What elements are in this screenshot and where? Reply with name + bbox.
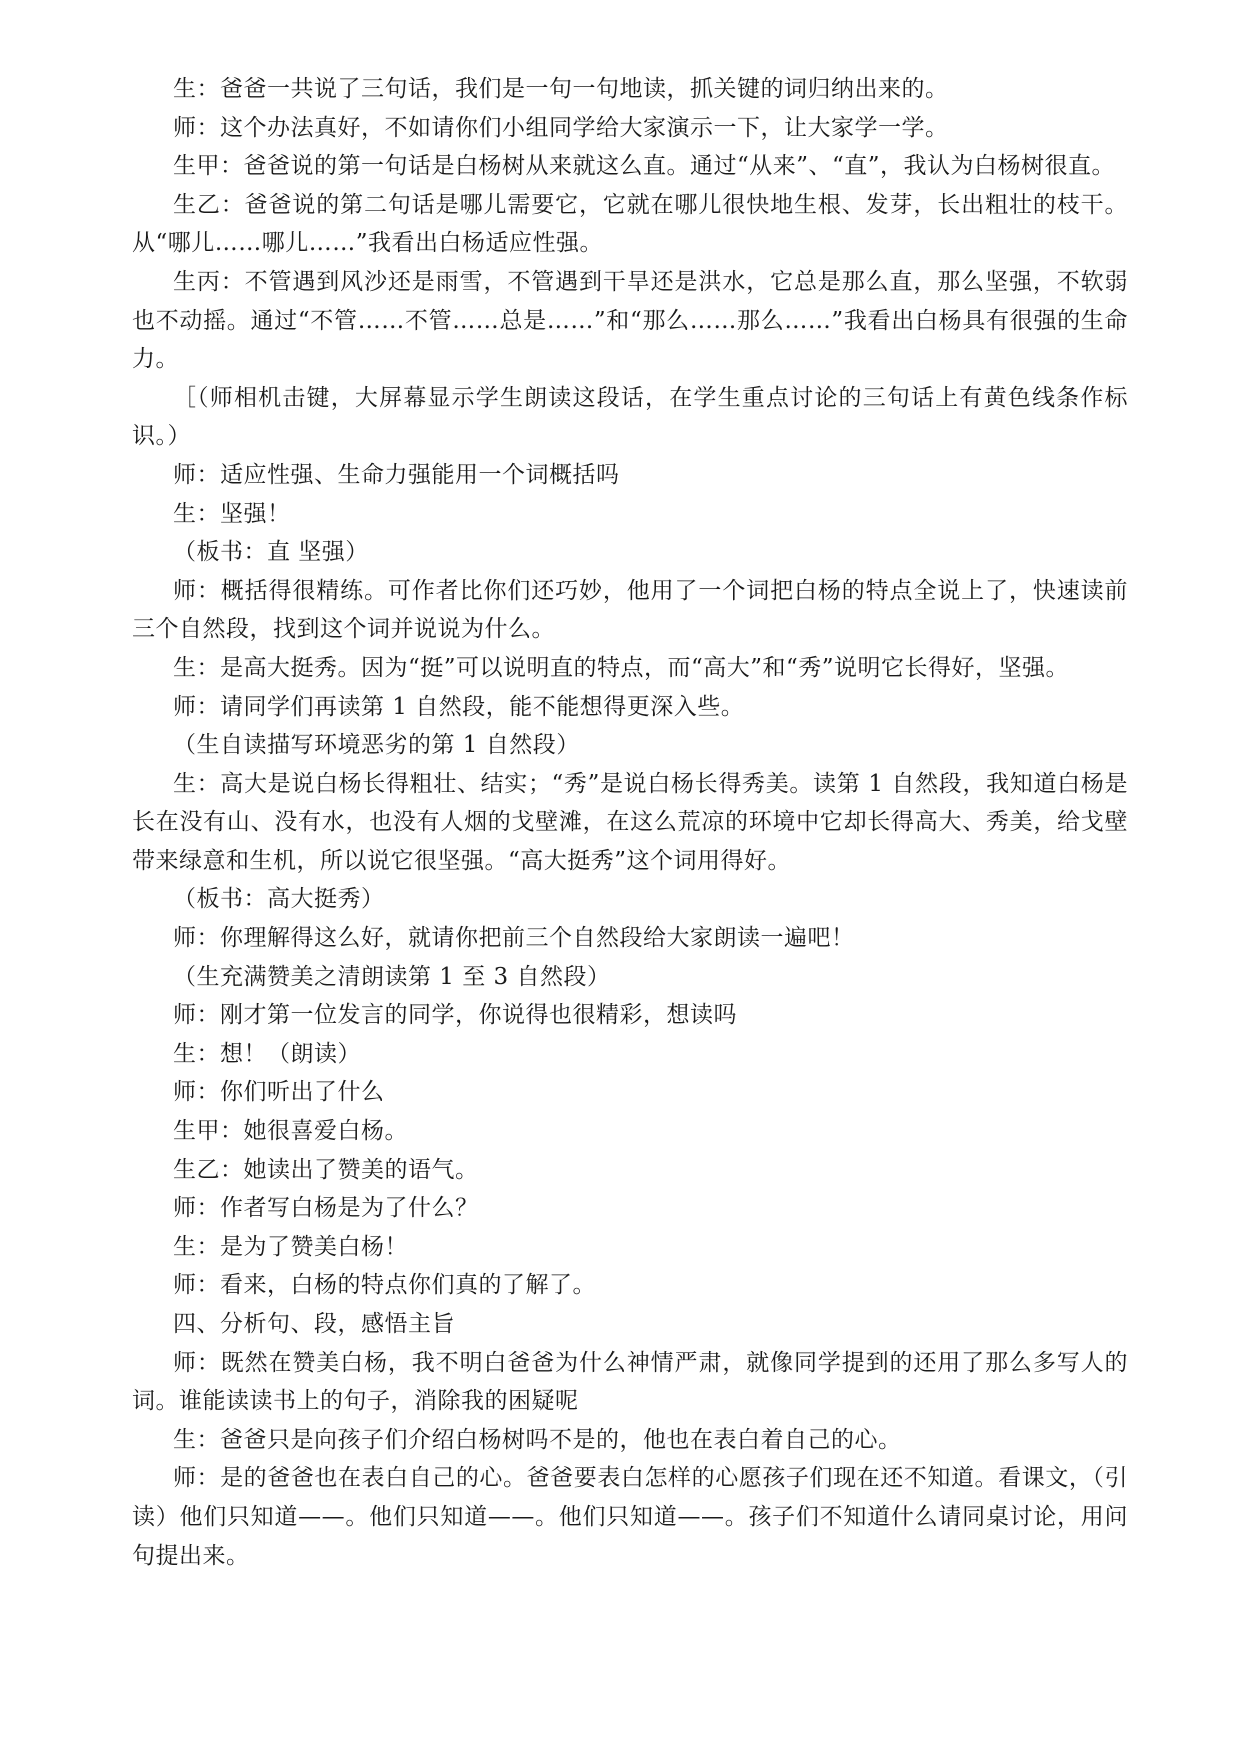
- paragraph-18: 师：刚才第一位发言的同学，你说得也很精彩，想读吗: [172, 1002, 737, 1029]
- paragraph-1: 生：爸爸一共说了三句话，我们是一句一句地读，抓关键的词归纳出来的。: [172, 76, 949, 102]
- paragraph-3: 生甲：爸爸说的第一句话是白杨树从来就这么直。通过“从来”、“直”，我认为白杨树很直。: [172, 153, 1115, 180]
- paragraph-12: 师：请同学们再读第 1 自然段，能不能想得更深入些。: [172, 693, 745, 720]
- paragraph-19: 生：想！（朗读）: [172, 1040, 361, 1067]
- paragraph-5: 生丙：不管遇到风沙还是雨雪，不管遇到干旱还是洪水，它总是那么直，那么坚强，不软弱也不动摇。通过“不管……不管……总是……”和“那么……那么……”我看出白杨具有很强的生命力。: [132, 268, 1128, 373]
- paragraph-22: 生乙：她读出了赞美的语气。: [172, 1156, 479, 1183]
- paragraph-29: 师：是的爸爸也在表白自己的心。爸爸要表白怎样的心愿孩子们现在还不知道。看课文，（引读）他们只知道——。他们只知道——。他们只知道——。孩子们不知道什么请同桌讨论，用问句提出来。: [132, 1465, 1128, 1569]
- paragraph-24: 生：是为了赞美白杨！: [172, 1233, 408, 1260]
- paragraph-2: 师：这个办法真好，不如请你们小组同学给大家演示一下，让大家学一学。: [172, 114, 949, 141]
- paragraph-28: 生：爸爸只是向孩子们介绍白杨树吗不是的，他也在表白着自己的心。: [172, 1426, 902, 1453]
- paragraph-21: 生甲：她很喜爱白杨。: [172, 1118, 408, 1145]
- paragraph-9: （板书：直 坚强）: [172, 539, 369, 566]
- paragraph-25: 师：看来，白杨的特点你们真的了解了。: [172, 1272, 596, 1299]
- paragraph-20: 师：你们听出了什么: [172, 1079, 385, 1106]
- paragraph-16: 师：你理解得这么好，就请你把前三个自然段给大家朗读一遍吧！: [172, 925, 855, 952]
- paragraph-7: 师：适应性强、生命力强能用一个词概括吗: [172, 461, 620, 488]
- paragraph-15: （板书：高大挺秀）: [172, 886, 385, 913]
- paragraph-27: 师：既然在赞美白杨，我不明白爸爸为什么神情严肃，就像同学提到的还用了那么多写人的词。谁能读读书上的句子，消除我的困疑呢: [132, 1349, 1128, 1415]
- paragraph-11: 生：是高大挺秀。因为“挺”可以说明直的特点，而“高大”和“秀”说明它长得好，坚强。: [172, 654, 1069, 681]
- document-page: [132, 70, 1128, 1575]
- paragraph-13: （生自读描写环境恶劣的第 1 自然段）: [172, 732, 580, 759]
- paragraph-14: 生：高大是说白杨长得粗壮、结实；“秀”是说白杨长得秀美。读第 1 自然段，我知道白杨是长在没有山、没有水，也没有人烟的戈壁滩，在这么荒凉的环境中它却长得高大、秀美，给戈壁带来绿意和生机，所以说它很坚强。“高大挺秀”这个词用得好。: [132, 770, 1128, 874]
- paragraph-17: （生充满赞美之清朗读第 1 至 3 自然段）: [172, 963, 611, 990]
- paragraph-10: 师：概括得很精练。可作者比你们还巧妙，他用了一个词把白杨的特点全说上了，快速读前三个自然段，找到这个词并说说为什么。: [132, 577, 1128, 643]
- paragraph-6: ［（师相机击键，大屏幕显示学生朗读这段话，在学生重点讨论的三句话上有黄色线条作标识。）: [132, 384, 1128, 450]
- section-heading: 四、分析句、段，感悟主旨: [172, 1311, 455, 1337]
- paragraph-4: 生乙：爸爸说的第二句话是哪儿需要它，它就在哪儿很快地生根、发芽，长出粗壮的枝干。从“哪儿……哪儿……”我看出白杨适应性强。: [132, 191, 1128, 257]
- paragraph-23: 师：作者写白杨是为了什么？: [172, 1195, 479, 1222]
- paragraph-8: 生：坚强！: [172, 500, 291, 527]
